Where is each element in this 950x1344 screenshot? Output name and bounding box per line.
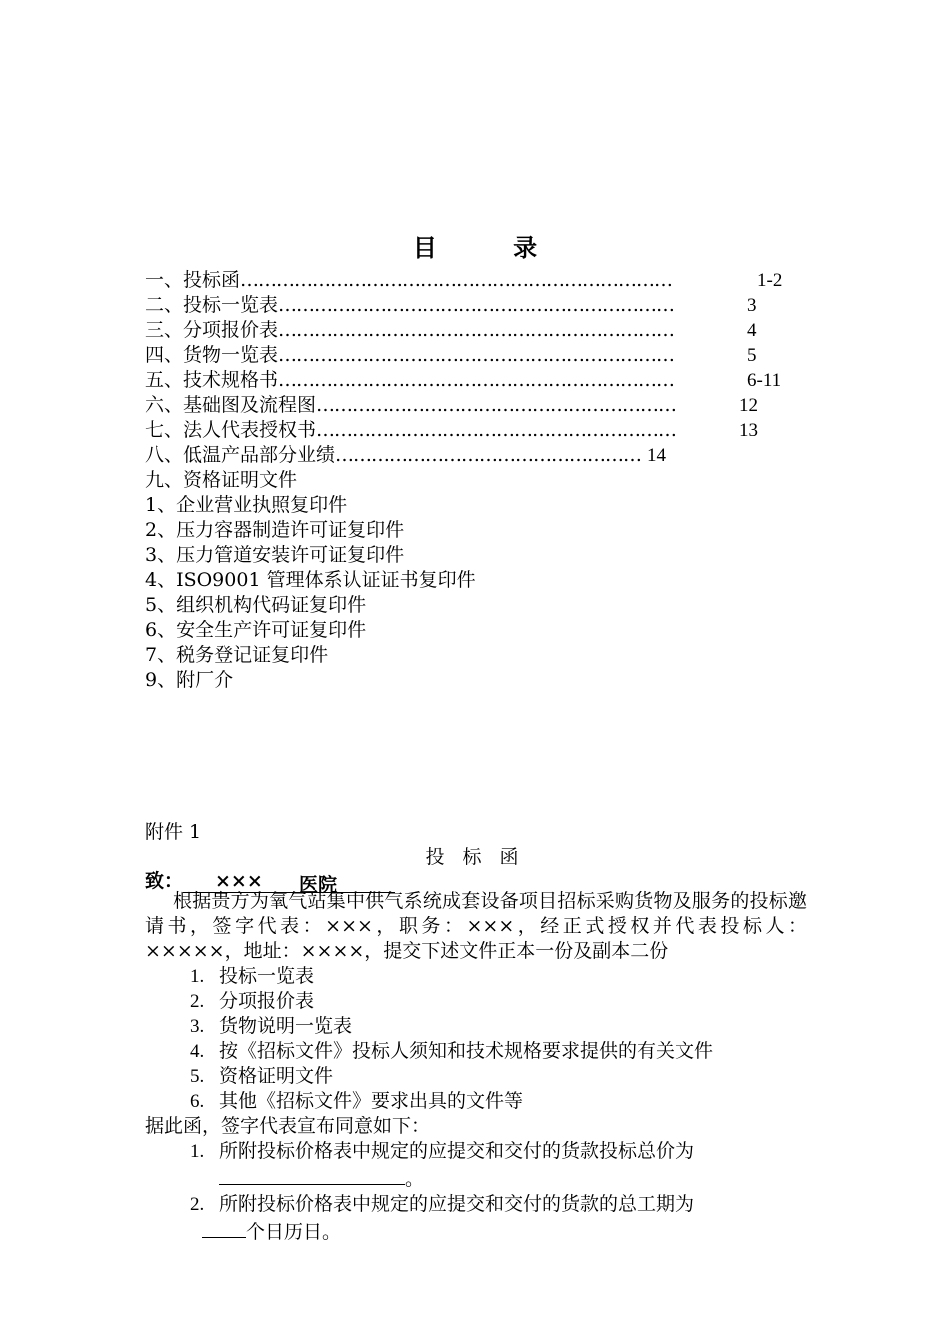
addressee-label: 致： <box>145 870 184 892</box>
toc-qualification-heading: 九、资格证明文件 <box>145 469 298 491</box>
toc-leader-dots: …………………………………………………… <box>316 394 677 416</box>
duration-blank <box>202 1217 246 1238</box>
toc-entry <box>145 343 782 368</box>
toc-entry <box>145 393 782 418</box>
toc-entry-page: 14 <box>647 445 667 466</box>
table-of-contents <box>145 268 782 693</box>
toc-qualification-item: 4、ISO9001 管理体系认证证书复印件 <box>145 569 476 591</box>
list-item <box>190 964 713 989</box>
list-item-number: 3. <box>190 1016 205 1037</box>
list-item-text: 投标一览表 <box>219 965 315 987</box>
toc-leader-dots: ………………………………………………………… <box>278 319 675 341</box>
list-item-text: 其他《招标文件》要求出具的文件等 <box>219 1090 524 1112</box>
terms-list <box>190 1139 694 1242</box>
toc-leader-dots: ………………………………………………………… <box>278 344 675 366</box>
toc-entry-page: 13 <box>739 420 759 441</box>
list-item-text: 所附投标价格表中规定的应提交和交付的货款的总工期为 <box>219 1193 695 1215</box>
toc-entry-label: 一、投标函 <box>145 269 241 291</box>
submitted-documents-list <box>190 964 713 1114</box>
toc-entry <box>145 368 782 393</box>
toc-entry-page: 4 <box>747 320 757 341</box>
toc-qualification-item: 9、附厂介 <box>145 669 234 691</box>
toc-entry-label: 二、投标一览表 <box>145 294 279 316</box>
toc-entry <box>145 318 782 343</box>
toc-entry <box>145 443 782 468</box>
toc-entry-page: 12 <box>739 395 759 416</box>
toc-entry <box>145 418 782 443</box>
list-item-continuation <box>190 1217 694 1242</box>
total-price-blank <box>219 1164 405 1185</box>
toc-entry-page: 1-2 <box>757 270 783 291</box>
list-item-text: 按《招标文件》投标人须知和技术规格要求提供的有关文件 <box>219 1040 714 1062</box>
toc-entry-page: 3 <box>747 295 757 316</box>
list-item <box>190 1139 694 1164</box>
toc-entry-label: 八、低温产品部分业绩 <box>145 444 336 466</box>
list-item <box>190 1014 713 1039</box>
toc-qualification-item: 5、组织机构代码证复印件 <box>145 594 367 616</box>
toc-qualification-item: 1、企业营业执照复印件 <box>145 494 348 516</box>
list-item <box>190 989 713 1014</box>
list-item-number: 6. <box>190 1091 205 1112</box>
toc-qualification-item: 6、安全生产许可证复印件 <box>145 619 367 641</box>
list-item-text: 资格证明文件 <box>219 1065 334 1087</box>
addressee-name: ××× <box>215 870 263 892</box>
list-item-text: 分项报价表 <box>219 990 315 1012</box>
toc-entry-label: 六、基础图及流程图 <box>145 394 317 416</box>
toc-title: 目 录 <box>412 233 572 262</box>
letter-body: 根据贵方为氧气站集中供气系统成套设备项目招标采购货物及服务的投标邀请书，签字代表：×××，职务：×××，经正式授权并代表投标人：×××××，地址：××××，提交下述文件正本一份及副本二份 <box>145 890 807 962</box>
toc-entry-label: 三、分项报价表 <box>145 319 279 341</box>
toc-leader-dots: ……………………………………………………………… <box>240 269 673 291</box>
list-item <box>190 1064 713 1089</box>
list-item <box>190 1192 694 1217</box>
toc-entry <box>145 268 782 293</box>
toc-qualification-item: 2、压力容器制造许可证复印件 <box>145 519 405 541</box>
annex-label: 附件 1 <box>145 821 202 843</box>
list-item <box>190 1089 713 1114</box>
toc-leader-dots: …………………………………………… <box>335 444 642 466</box>
list-item-number: 2. <box>190 1194 205 1215</box>
toc-qualification-item: 7、税务登记证复印件 <box>145 644 329 666</box>
list-item-continuation <box>190 1164 694 1189</box>
declaration-line: 据此函，签字代表宣布同意如下： <box>145 1115 431 1137</box>
list-item-text: 货物说明一览表 <box>219 1015 353 1037</box>
toc-entry-label: 七、法人代表授权书 <box>145 419 317 441</box>
list-item <box>190 1039 713 1064</box>
list-item-number: 1. <box>190 966 205 987</box>
toc-entry-page: 5 <box>747 345 757 366</box>
list-item-tail: 。 <box>405 1168 425 1190</box>
list-item-tail: 个日历日。 <box>246 1221 342 1243</box>
toc-entry <box>145 293 782 318</box>
addressee-org: 医院 <box>299 874 338 896</box>
list-item-number: 1. <box>190 1141 205 1162</box>
list-item-number: 5. <box>190 1066 205 1087</box>
toc-leader-dots: …………………………………………………… <box>316 419 677 441</box>
toc-entry-page: 6-11 <box>747 370 782 391</box>
toc-entry-label: 五、技术规格书 <box>145 369 279 391</box>
toc-entry-label: 四、货物一览表 <box>145 344 279 366</box>
list-item-number: 2. <box>190 991 205 1012</box>
list-item-number: 4. <box>190 1041 205 1062</box>
letter-title: 投 标 函 <box>425 846 525 868</box>
toc-qualification-item: 3、压力管道安装许可证复印件 <box>145 544 405 566</box>
list-item-text: 所附投标价格表中规定的应提交和交付的货款投标总价为 <box>219 1140 695 1162</box>
toc-leader-dots: ………………………………………………………… <box>278 369 675 391</box>
toc-leader-dots: ………………………………………………………… <box>278 294 675 316</box>
